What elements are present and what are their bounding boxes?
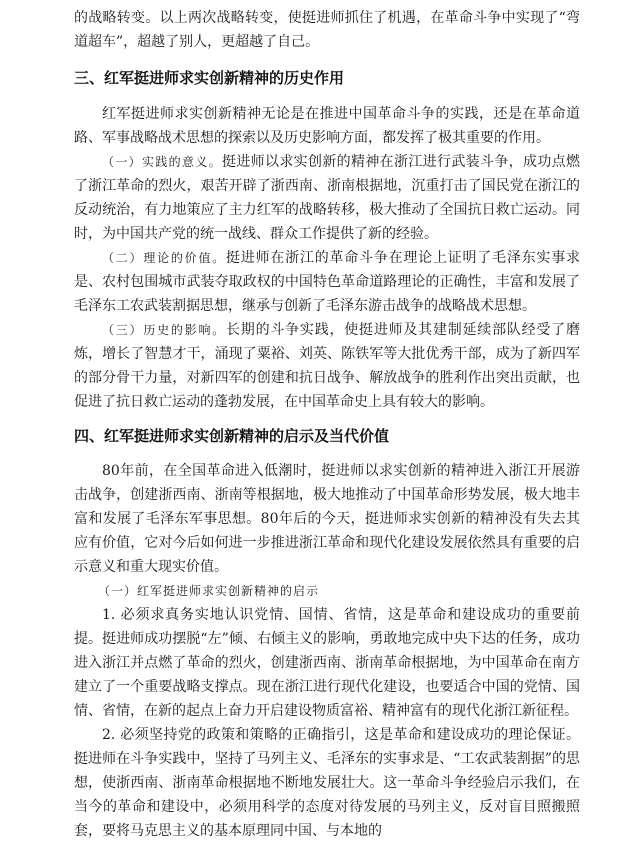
item-text: 挺进师以求实创新的精神在浙江进行武装斗争，成功点燃了浙江革命的烈火，艰苦开辟了浙西南、浙南根据地，沉重打击了国民党在浙江的反动统治，有力地策应了主力红军的战略转移，极大推动了全国抗日救亡运动。同时，为中国共产党的统一战线、群众工作提供了新的经验。 (74, 154, 580, 242)
item-label: （一）实践的意义。 (102, 155, 222, 169)
document-page (74, 6, 580, 843)
item-text: 挺进师在浙江的革命斗争在理论上证明了毛泽东实事求是、农村包围城市武装夺取政权的中国特色革命道路理论的正确性，丰富和发展了毛泽东工农武装割据思想，继承与创新了毛泽东游击战争的战略战术思想。 (74, 250, 580, 314)
section-3-item-history (74, 318, 580, 414)
section-3-heading: 三、红军挺进师求实创新精神的历史作用 (74, 69, 345, 87)
section-3-item-practice (74, 150, 580, 246)
item-text: 长期的斗争实践，使挺进师及其建制延续部队经受了磨炼，增长了智慧才干，涌现了粟裕、刘英、陈铁军等大批优秀干部，成为了新四军的部分骨干力量，对新四军的创建和抗日战争、解放战争的胜利作出突出贡献，也促进了抗日救亡运动的蓬勃发展，在中国革命史上具有较大的影响。 (74, 322, 580, 410)
intro-paragraph: 的战略转变。以上两次战略转变，使挺进师抓住了机遇，在革命斗争中实现了“弯道超车”，超越了别人，更超越了自己。 (74, 10, 580, 50)
section-3-lead-paragraph: 红军挺进师求实创新精神无论是在推进中国革命斗争的实践，还是在革命道路、军事战略战术思想的探索以及历史影响方面，都发挥了极其重要的作用。 (74, 106, 580, 146)
section-4-lead-paragraph: 80年前，在全国革命进入低潮时，挺进师以求实创新的精神进入浙江开展游击战争，创建浙西南、浙南等根据地，极大地推动了中国革命形势发展，极大地丰富和发展了毛泽东军事思想。80年后的今天，挺进师求实创新的精神没有失去其应有价值，它对今后如何进一步推进浙江革命和现代化建设发展依然具有重要的启示意义和重大现实价值。 (74, 463, 580, 575)
section-4-heading: 四、红军挺进师求实创新精神的启示及当代价值 (74, 427, 390, 445)
section-4-point-2: 2. 必须坚持党的政策和策略的正确指引，这是革命和建设成功的理论保证。挺进师在斗争实践中，坚持了马列主义、毛泽东的实事求是、“工农武装割据”的思想，使浙西南、浙南革命根据地不断地发展壮大。这一革命斗争经验启示我们，在当今的革命和建设中，必须用科学的态度对待发展的马列主义，反对盲目照搬照套，要将马克思主义的基本原理同中国、与本地的 (74, 727, 580, 839)
item-label: （三）历史的影响。 (102, 323, 227, 337)
item-label: （二）理论的价值。 (102, 251, 227, 265)
section-4-sub-heading: （一）红军挺进师求实创新精神的启示 (98, 584, 320, 598)
section-3-item-theory (74, 246, 580, 318)
section-4-point-1: 1. 必须求真务实地认识党情、国情、省情，这是革命和建设成功的重要前提。挺进师成功摆脱“左”倾、右倾主义的影响，勇敢地完成中央下达的任务，成功进入浙江并点燃了革命的烈火，创建浙西南、浙南革命根据地，为中国革命在南方建立了一个重要战略支撑点。现在浙江进行现代化建设，也要适合中国的党情、国情、省情，在新的起点上奋力开启建设物质富裕、精神富有的现代化浙江新征程。 (74, 607, 580, 719)
